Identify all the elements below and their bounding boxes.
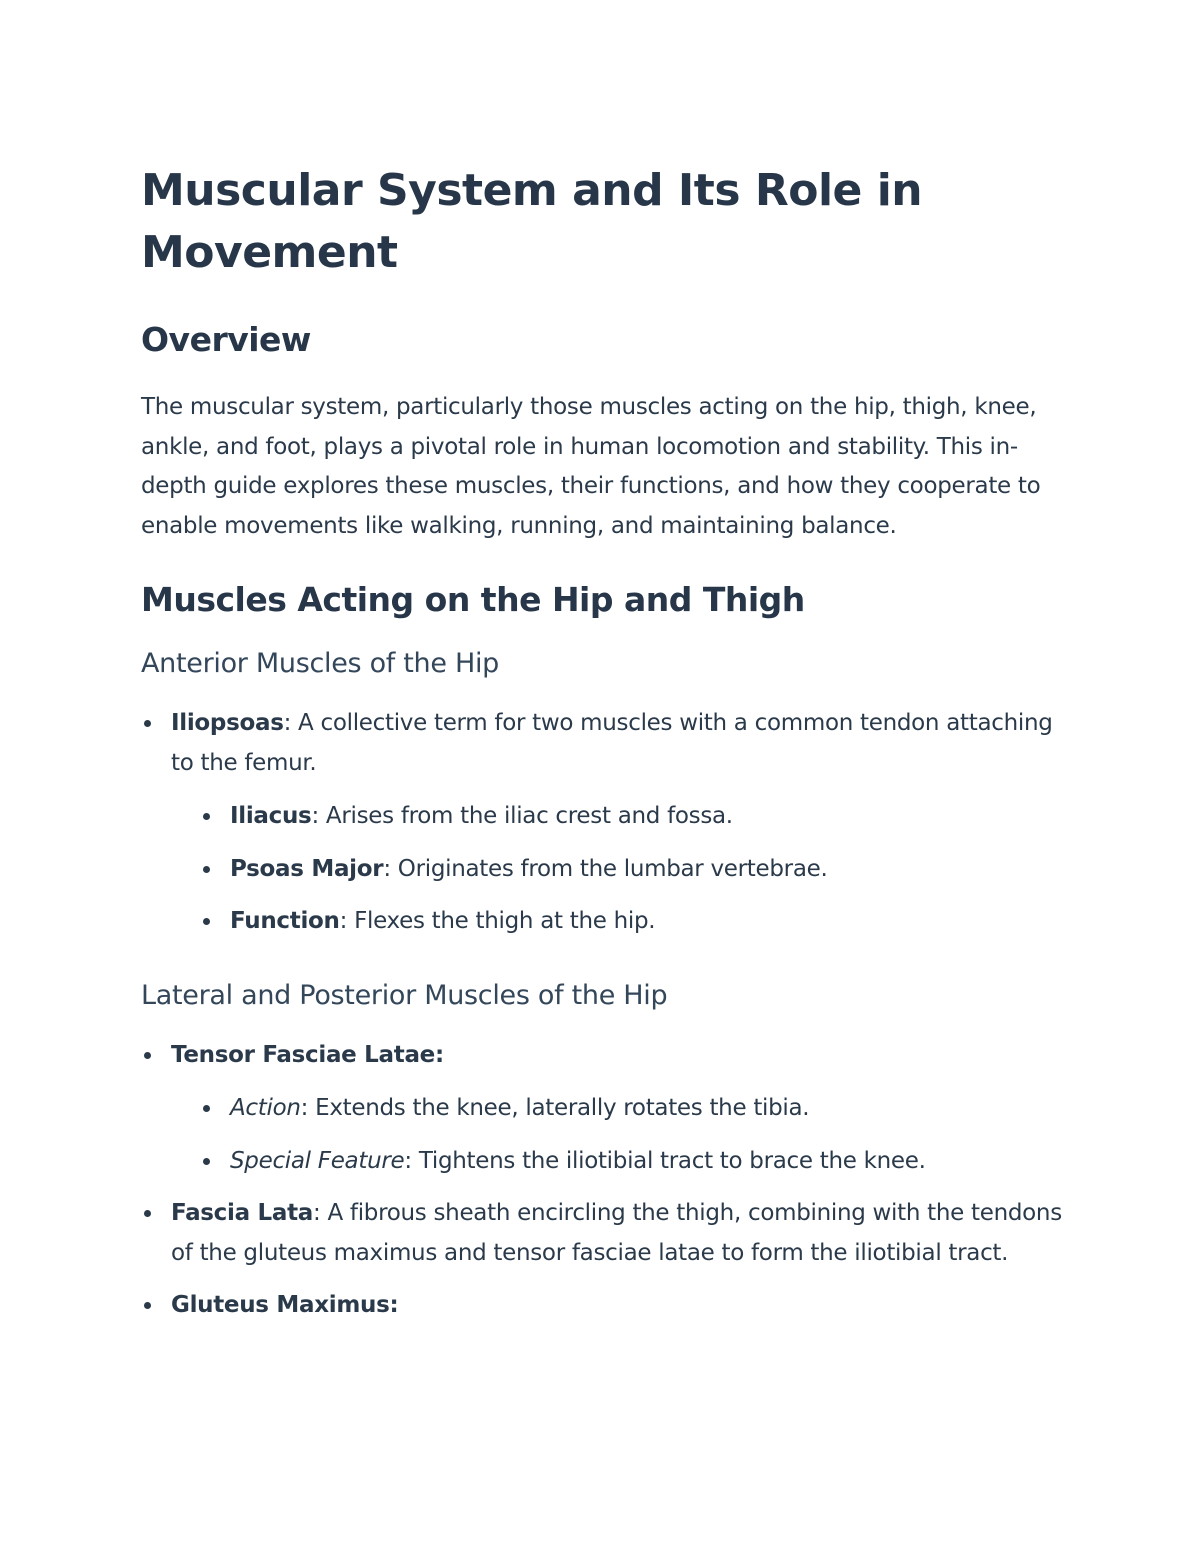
lateral-posterior-hip-heading: Lateral and Posterior Muscles of the Hip [141,979,668,1011]
list-item-special-feature [200,1142,1071,1182]
bullet-icon [203,813,210,820]
overview-paragraph: The muscular system, particularly those muscles acting on the hip, thigh, knee, ankle, and foot, plays a pivotal role in human locomotion and stability. This in-depth guide explores these muscles, their functions, and how they cooperate to enable movements like walking, running, and maintaining balance. [141,394,1041,539]
list-item-gluteus-maximus [141,1286,1071,1326]
term-tensor-fasciae-latae: Tensor Fasciae Latae [171,1041,435,1068]
list-item-fascia-lata [141,1194,1071,1273]
list-item-iliacus [200,797,1071,837]
desc-iliacus: : Arises from the iliac crest and fossa. [311,803,733,829]
desc-psoas-major: : Originates from the lumbar vertebrae. [383,855,828,882]
document-page [141,160,1071,1326]
list-item-psoas-major [200,850,1071,890]
desc-fascia-lata: : A fibrous sheath encircling the thigh, combining with the tendons of the gluteus maximus and tensor fasciae latae to form the iliotibial tract. [171,1200,1062,1266]
term-fascia-lata: Fascia Lata [171,1200,314,1226]
list-item-iliopsoas [141,704,1071,942]
bullet-icon [144,1210,151,1217]
desc-gluteus-maximus: : [389,1292,399,1318]
tfl-sublist [171,1089,1071,1181]
term-iliacus: Iliacus [230,803,312,829]
hip-thigh-heading: Muscles Acting on the Hip and Thigh [141,580,805,619]
term-psoas-major: Psoas Major [230,855,384,882]
iliopsoas-sublist [171,797,1071,942]
desc-tensor-fasciae-latae: : [434,1041,444,1068]
desc-special-feature: : Tightens the iliotibial tract to brace the knee. [404,1147,926,1174]
bullet-icon [144,720,151,727]
term-iliopsoas: Iliopsoas [171,710,284,736]
desc-action: : Extends the knee, laterally rotates the tibia. [300,1095,810,1121]
bullet-icon [203,866,210,873]
term-action: Action [230,1095,301,1121]
anterior-muscle-list [141,704,1071,942]
lateral-muscle-list [141,1036,1071,1326]
term-special-feature: Special Feature [230,1147,405,1174]
term-function: Function [230,908,340,934]
bullet-icon [203,1158,210,1165]
list-item-tensor-fasciae-latae [141,1036,1071,1182]
document-title: Muscular System and Its Role in Movement [141,165,923,278]
overview-heading: Overview [141,320,311,359]
bullet-icon [144,1052,151,1059]
list-item-action [200,1089,1071,1129]
desc-function: : Flexes the thigh at the hip. [339,908,656,934]
bullet-icon [203,918,210,925]
bullet-icon [203,1105,210,1112]
term-gluteus-maximus: Gluteus Maximus [171,1292,390,1318]
list-item-function [200,902,1071,942]
desc-iliopsoas: : A collective term for two muscles with a common tendon attaching to the femur. [171,710,1053,776]
anterior-hip-heading: Anterior Muscles of the Hip [141,648,500,679]
bullet-icon [144,1302,151,1309]
